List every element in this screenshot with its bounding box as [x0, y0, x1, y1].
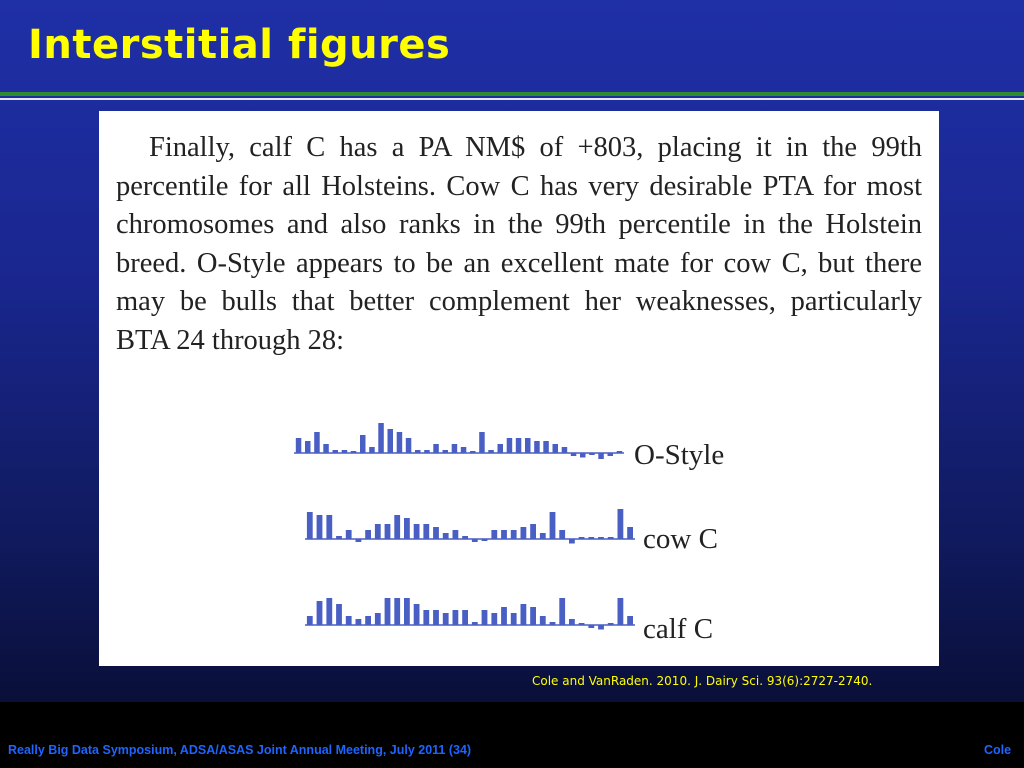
chromosome-bar [356, 539, 362, 542]
chromosome-bar [511, 613, 517, 625]
chromosome-bar [618, 509, 624, 539]
chromosome-bar [342, 450, 348, 453]
chromosome-bar [579, 537, 585, 539]
chromosome-bar [491, 530, 497, 539]
chromosome-bar [406, 438, 412, 453]
chromosome-bar [351, 451, 357, 453]
chromosome-bar [365, 616, 371, 625]
chromosome-bar [388, 429, 394, 453]
chromosome-bar [521, 604, 527, 625]
chromosome-bar [443, 613, 449, 625]
chromosome-bar [453, 530, 459, 539]
chromosome-bar [394, 515, 400, 539]
chromosome-bar [385, 524, 391, 539]
slide-title: Interstitial figures [28, 22, 451, 68]
chromosome-bar [479, 432, 485, 453]
chromosome-bar [414, 524, 420, 539]
chromosome-bar [627, 616, 633, 625]
chromosome-bar [588, 537, 594, 539]
chromosome-bar [598, 453, 604, 459]
footer-event: Really Big Data Symposium, ADSA/ASAS Joint Annual Meeting, July 2011 (34) [8, 743, 472, 757]
chromosome-bar [472, 622, 478, 625]
citation: Cole and VanRaden. 2010. J. Dairy Sci. 93(6):2727-2740. [532, 674, 873, 688]
chromosome-bar [296, 438, 302, 453]
chromosome-bar [415, 450, 421, 453]
plot-label-cow-c: cow C [643, 523, 718, 555]
chromosome-bar [589, 453, 595, 455]
chromosome-bar [326, 598, 332, 625]
chromosome-bar [617, 451, 623, 453]
chromosome-bar [543, 441, 549, 453]
chromosome-bar [369, 447, 375, 453]
chromosome-bar [598, 625, 604, 630]
chromosome-bar [346, 530, 352, 539]
chromosome-bar [462, 536, 468, 539]
chromosome-bar [530, 524, 536, 539]
paper-excerpt-image [99, 111, 939, 666]
footer-band [0, 702, 1024, 768]
chromosome-bar [336, 604, 342, 625]
chromosome-bar [559, 598, 565, 625]
chromosome-bar [511, 530, 517, 539]
chromosome-bar [540, 616, 546, 625]
chromosome-bar [333, 450, 339, 453]
chromosome-bar [424, 450, 430, 453]
chromosome-bar [571, 453, 577, 456]
chromosome-bar [305, 441, 311, 453]
chromosome-bar [618, 598, 624, 625]
chromosome-bar [375, 613, 381, 625]
chromosome-bar [461, 447, 467, 453]
chromosome-bar [470, 451, 476, 453]
plot-label-o-style: O-Style [634, 439, 725, 471]
chromosome-bar [307, 616, 313, 625]
chromosome-bar [433, 610, 439, 625]
plot-label-calf-c: calf C [643, 613, 714, 645]
chromosome-bar [530, 607, 536, 625]
chromosome-bar [498, 444, 504, 453]
chromosome-bar [501, 607, 507, 625]
chromosome-bar [360, 435, 366, 453]
chromosome-bar [414, 604, 420, 625]
chromosome-bar [598, 537, 604, 539]
chromosome-bar [580, 453, 586, 458]
chromosome-bar [314, 432, 320, 453]
chromosome-bar [507, 438, 513, 453]
chromosome-bar [562, 447, 568, 453]
chromosome-bar [423, 524, 429, 539]
chromosome-bar [627, 527, 633, 539]
chromosome-bar [559, 530, 565, 539]
chromosome-bar [501, 530, 507, 539]
chromosome-bar [482, 539, 488, 541]
chromosome-bar [525, 438, 531, 453]
chromosome-bar [588, 625, 594, 628]
title-rule-green [0, 92, 1024, 96]
chromosome-bar [472, 539, 478, 542]
plot-cow-c-svg [305, 509, 635, 553]
excerpt-paragraph: Finally, calf C has a PA NM$ of +803, placing it in the 99th percentile for all Holsteins. Cow C has very desirable PTA for most chromosomes and also ranks in the 99th percentile in the Holstein breed. O-Style appears to be an excellent mate for cow C, but there may be bulls that better complement her weaknesses, particularly BTA 24 through 28: [116, 132, 922, 356]
chromosome-bar [482, 610, 488, 625]
chromosome-bar [433, 527, 439, 539]
chromosome-bar [491, 613, 497, 625]
chromosome-bar [462, 610, 468, 625]
chromosome-bar [378, 423, 384, 453]
title-rule-white [0, 98, 1024, 100]
chromosome-bar [404, 518, 410, 539]
chromosome-bar [608, 537, 614, 539]
chromosome-bar [608, 453, 614, 456]
chromosome-bar [569, 619, 575, 625]
chromosome-bar [443, 450, 449, 453]
plot-calf-c-svg [305, 595, 635, 639]
chromosome-bar [326, 515, 332, 539]
chromosome-bar [433, 444, 439, 453]
chromosome-bar [569, 539, 575, 544]
chromosome-bar [317, 601, 323, 625]
chromosome-bar [553, 444, 559, 453]
chromosome-bar [540, 533, 546, 539]
chromosome-bar [534, 441, 540, 453]
chromosome-bar [579, 623, 585, 625]
chromosome-bar [423, 610, 429, 625]
chromosome-bar [317, 515, 323, 539]
chromosome-bar [488, 450, 494, 453]
chromosome-bar [346, 616, 352, 625]
chromosome-bar [550, 622, 556, 625]
chromosome-bar [453, 610, 459, 625]
chromosome-bar [397, 432, 403, 453]
chromosome-bar [356, 619, 362, 625]
plot-o-style-svg [294, 423, 624, 467]
chromosome-bar [394, 598, 400, 625]
chromosome-bar [404, 598, 410, 625]
footer-author: Cole [984, 743, 1012, 757]
chromosome-bar [336, 536, 342, 539]
chromosome-bar [550, 512, 556, 539]
chromosome-bar [452, 444, 458, 453]
chromosome-bar [443, 533, 449, 539]
chromosome-bar [385, 598, 391, 625]
chromosome-bar [365, 530, 371, 539]
chromosome-bar [307, 512, 313, 539]
chromosome-bar [323, 444, 329, 453]
chromosome-bar [516, 438, 522, 453]
chromosome-bar [375, 524, 381, 539]
chromosome-bar [521, 527, 527, 539]
chromosome-bar [608, 623, 614, 625]
